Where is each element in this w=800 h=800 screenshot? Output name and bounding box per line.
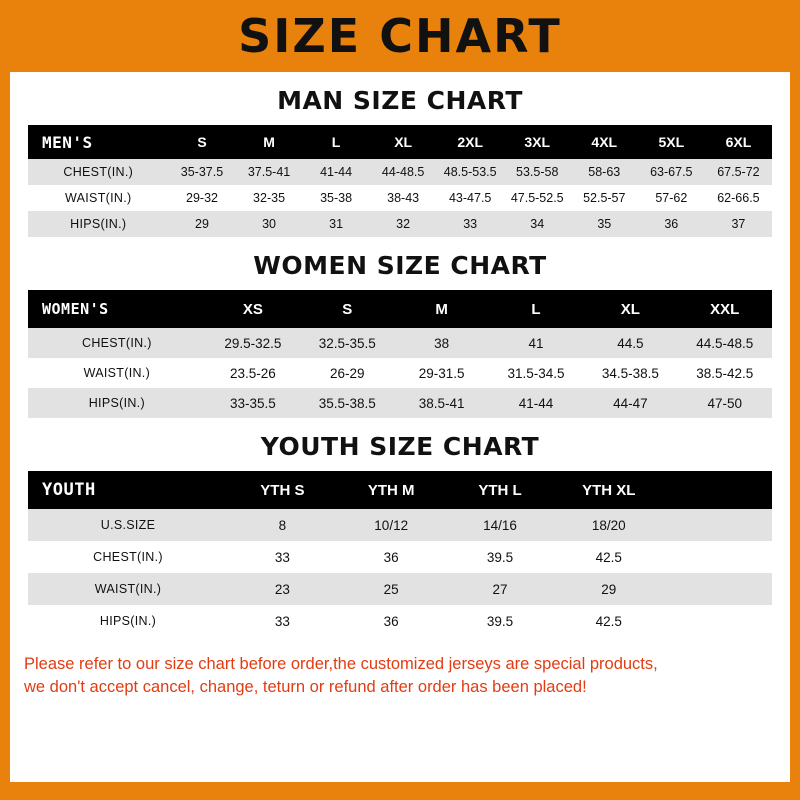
footer-line-2: we don't accept cancel, change, teturn or refund after order has been placed! xyxy=(24,678,587,697)
table-header-row xyxy=(28,471,772,509)
cell-chest-l: 41 xyxy=(489,328,583,358)
cell-waist-3xl: 47.5-52.5 xyxy=(504,185,571,211)
cell-hips-s: 29 xyxy=(168,211,235,237)
table-row xyxy=(28,185,772,211)
table-row xyxy=(28,541,772,573)
cell-hips-m: 30 xyxy=(236,211,303,237)
cell-waist-5xl: 57-62 xyxy=(638,185,705,211)
column-header-xs: XS xyxy=(206,290,300,328)
cell-hips-xs: 33-35.5 xyxy=(206,388,300,418)
cell-chest-yth-m: 36 xyxy=(337,541,446,573)
column-header-yth-s: YTH S xyxy=(228,471,337,509)
cell-chest-m: 38 xyxy=(394,328,488,358)
row-label-waist: WAIST(IN.) xyxy=(28,573,228,605)
table-head xyxy=(28,471,772,509)
cell-waist-m: 29-31.5 xyxy=(394,358,488,388)
cell-hips-yth-m: 36 xyxy=(337,605,446,637)
footer-band xyxy=(0,782,800,800)
row-label-chest: CHEST(IN.) xyxy=(28,541,228,573)
cell-hips-l: 31 xyxy=(303,211,370,237)
cell-waist-xl: 38-43 xyxy=(370,185,437,211)
cell-hips-xl: 32 xyxy=(370,211,437,237)
cell-us-size-yth-s: 8 xyxy=(228,509,337,541)
column-header-xl: XL xyxy=(583,290,677,328)
section-man-size-chart xyxy=(10,86,790,237)
cell-chest-l: 41-44 xyxy=(303,159,370,185)
column-header-5xl: 5XL xyxy=(638,125,705,159)
table-row xyxy=(28,211,772,237)
cell-hips-m: 38.5-41 xyxy=(394,388,488,418)
row-label-waist: WAIST(IN.) xyxy=(28,358,206,388)
cell-us-size-yth-xl: 18/20 xyxy=(554,509,663,541)
cell-waist-m: 32-35 xyxy=(236,185,303,211)
row-label-waist: WAIST(IN.) xyxy=(28,185,168,211)
section-title-youth: YOUTH SIZE CHART xyxy=(260,432,540,461)
table-women-size-chart xyxy=(28,290,772,418)
cell-spacer xyxy=(663,573,772,605)
cell-chest-5xl: 63-67.5 xyxy=(638,159,705,185)
cell-chest-m: 37.5-41 xyxy=(236,159,303,185)
cell-spacer xyxy=(663,509,772,541)
column-header-s: S xyxy=(300,290,394,328)
column-header-category: YOUTH xyxy=(28,471,228,509)
table-row xyxy=(28,159,772,185)
cell-chest-6xl: 67.5-72 xyxy=(705,159,772,185)
column-header-category: WOMEN'S xyxy=(28,290,206,328)
cell-waist-l: 31.5-34.5 xyxy=(489,358,583,388)
cell-waist-yth-l: 27 xyxy=(446,573,555,605)
cell-waist-xxl: 38.5-42.5 xyxy=(678,358,772,388)
cell-waist-2xl: 43-47.5 xyxy=(437,185,504,211)
section-women-size-chart xyxy=(10,251,790,418)
cell-waist-s: 26-29 xyxy=(300,358,394,388)
table-body xyxy=(28,328,772,418)
cell-hips-2xl: 33 xyxy=(437,211,504,237)
table-row xyxy=(28,509,772,541)
cell-chest-4xl: 58-63 xyxy=(571,159,638,185)
cell-waist-yth-m: 25 xyxy=(337,573,446,605)
cell-hips-3xl: 34 xyxy=(504,211,571,237)
column-header-xxl: XXL xyxy=(678,290,772,328)
column-header-m: M xyxy=(236,125,303,159)
cell-hips-s: 35.5-38.5 xyxy=(300,388,394,418)
cell-spacer xyxy=(663,605,772,637)
cell-waist-xl: 34.5-38.5 xyxy=(583,358,677,388)
row-label-chest: CHEST(IN.) xyxy=(28,328,206,358)
row-label-hips: HIPS(IN.) xyxy=(28,211,168,237)
cell-chest-s: 35-37.5 xyxy=(168,159,235,185)
header-banner xyxy=(0,0,800,72)
cell-hips-6xl: 37 xyxy=(705,211,772,237)
cell-hips-4xl: 35 xyxy=(571,211,638,237)
column-header-l: L xyxy=(303,125,370,159)
cell-us-size-yth-l: 14/16 xyxy=(446,509,555,541)
page-title: SIZE CHART xyxy=(238,9,562,63)
column-header-s: S xyxy=(168,125,235,159)
cell-chest-yth-s: 33 xyxy=(228,541,337,573)
column-header-xl: XL xyxy=(370,125,437,159)
column-header-4xl: 4XL xyxy=(571,125,638,159)
cell-hips-xxl: 47-50 xyxy=(678,388,772,418)
column-header-category: MEN'S xyxy=(28,125,168,159)
column-header-spacer xyxy=(663,471,772,509)
cell-chest-2xl: 48.5-53.5 xyxy=(437,159,504,185)
section-title-man: MAN SIZE CHART xyxy=(277,86,523,115)
cell-waist-s: 29-32 xyxy=(168,185,235,211)
column-header-m: M xyxy=(394,290,488,328)
table-man-size-chart xyxy=(28,125,772,237)
row-label-hips: HIPS(IN.) xyxy=(28,388,206,418)
row-label-chest: CHEST(IN.) xyxy=(28,159,168,185)
row-label-us-size: U.S.SIZE xyxy=(28,509,228,541)
table-header-row xyxy=(28,290,772,328)
table-body xyxy=(28,509,772,637)
cell-hips-xl: 44-47 xyxy=(583,388,677,418)
cell-waist-6xl: 62-66.5 xyxy=(705,185,772,211)
cell-waist-yth-xl: 29 xyxy=(554,573,663,605)
cell-chest-s: 32.5-35.5 xyxy=(300,328,394,358)
cell-chest-3xl: 53.5-58 xyxy=(504,159,571,185)
table-row xyxy=(28,358,772,388)
cell-chest-xs: 29.5-32.5 xyxy=(206,328,300,358)
cell-chest-xl: 44.5 xyxy=(583,328,677,358)
column-header-yth-m: YTH M xyxy=(337,471,446,509)
cell-hips-yth-xl: 42.5 xyxy=(554,605,663,637)
cell-waist-xs: 23.5-26 xyxy=(206,358,300,388)
column-header-yth-l: YTH L xyxy=(446,471,555,509)
column-header-yth-xl: YTH XL xyxy=(554,471,663,509)
cell-waist-l: 35-38 xyxy=(303,185,370,211)
cell-us-size-yth-m: 10/12 xyxy=(337,509,446,541)
cell-chest-xxl: 44.5-48.5 xyxy=(678,328,772,358)
footer-line-1: Please refer to our size chart before order,the customized jerseys are special products, xyxy=(24,655,658,673)
row-label-hips: HIPS(IN.) xyxy=(28,605,228,637)
cell-hips-yth-s: 33 xyxy=(228,605,337,637)
cell-chest-yth-l: 39.5 xyxy=(446,541,555,573)
table-body xyxy=(28,159,772,237)
table-row xyxy=(28,328,772,358)
table-youth-size-chart xyxy=(28,471,772,637)
column-header-2xl: 2XL xyxy=(437,125,504,159)
cell-waist-4xl: 52.5-57 xyxy=(571,185,638,211)
table-row xyxy=(28,388,772,418)
cell-spacer xyxy=(663,541,772,573)
table-row xyxy=(28,573,772,605)
table-header-row xyxy=(28,125,772,159)
column-header-l: L xyxy=(489,290,583,328)
table-row xyxy=(28,605,772,637)
column-header-6xl: 6XL xyxy=(705,125,772,159)
cell-hips-yth-l: 39.5 xyxy=(446,605,555,637)
table-head xyxy=(28,125,772,159)
table-head xyxy=(28,290,772,328)
column-header-3xl: 3XL xyxy=(504,125,571,159)
cell-chest-yth-xl: 42.5 xyxy=(554,541,663,573)
footer-disclaimer xyxy=(10,653,790,700)
cell-chest-xl: 44-48.5 xyxy=(370,159,437,185)
cell-hips-l: 41-44 xyxy=(489,388,583,418)
cell-waist-yth-s: 23 xyxy=(228,573,337,605)
section-youth-size-chart xyxy=(10,432,790,637)
cell-hips-5xl: 36 xyxy=(638,211,705,237)
section-title-women: WOMEN SIZE CHART xyxy=(253,251,547,280)
